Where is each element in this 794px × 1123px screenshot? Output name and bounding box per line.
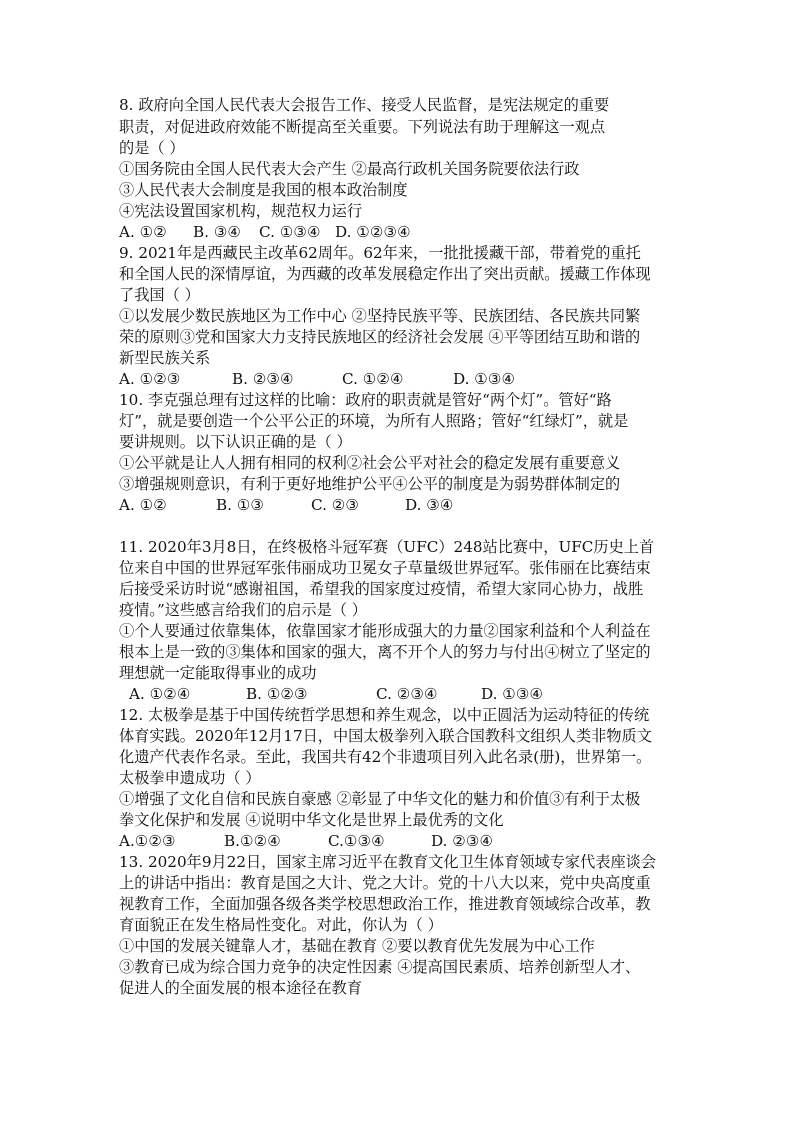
question-stem-line: 的是（ ） <box>119 139 185 157</box>
question-stem-line: 灯”，就是要创造一个公平公正的环境，为所有人照路；管好“红绿灯”，就是 <box>119 412 629 430</box>
option-a[interactable]: A. ①② <box>119 496 167 514</box>
option-c[interactable]: C.①③④ <box>328 832 385 850</box>
question-stem-line: 了我国（ ） <box>119 286 200 304</box>
statement-line: ①以发展少数民族地区为工作中心 ②坚持民族平等、民族团结、各民族共同繁 <box>119 307 641 325</box>
question-stem-line: 育面貌正在发生格局性变化。对此，你认为（ ） <box>119 916 443 934</box>
question-stem-line: 太极拳申遗成功（ ） <box>119 769 261 787</box>
option-a[interactable]: A. ①②④ <box>129 685 191 703</box>
question-stem-line: 9. 2021年是西藏民主改革62周年。62年来，一批批援藏干部，带着党的重托 <box>119 244 641 262</box>
question-stem-line: 13. 2020年9月22日，国家主席习近平在教育文化卫生体育领域专家代表座谈会 <box>119 853 657 871</box>
statement-line: 促进人的全面发展的根本途径在教育 <box>119 979 362 997</box>
statement-line: 荣的原则③党和国家大力支持民族地区的经济社会发展 ④平等团结互助和谐的 <box>119 328 641 346</box>
option-d[interactable]: D. ①②③④ <box>335 223 411 241</box>
option-a[interactable]: A. ①②③ <box>119 370 181 388</box>
option-c[interactable]: C. ①③④ <box>259 223 321 241</box>
question-stem-line: 体育实践。2020年12月17日，中国太极拳列入联合国教科文组织人类非物质文 <box>119 727 652 745</box>
question-stem-line: 职责，对促进政府效能不断提高至关重要。下列说法有助于理解这一观点 <box>119 118 605 136</box>
option-b[interactable]: B.①②④ <box>224 832 281 850</box>
question-stem-line: 疫情。”这些感言给我们的启示是（ ） <box>119 601 367 619</box>
option-b[interactable]: B. ③④ <box>193 223 242 241</box>
question-stem-line: 后接受采访时说“感谢祖国，希望我的国家度过疫情，希望大家同心协力，战胜 <box>119 580 644 598</box>
statement-line: 理想就一定能取得事业的成功 <box>119 664 317 682</box>
option-d[interactable]: D. ③④ <box>405 496 454 514</box>
question-stem-line: 11. 2020年3月8日，在终极格斗冠军赛（UFC）248站比赛中，UFC历史上首 <box>119 538 655 556</box>
statement-line: ①中国的发展关键靠人才，基础在教育 ②要以教育优先发展为中心工作 <box>119 937 595 955</box>
statement-line: 新型民族关系 <box>119 349 211 367</box>
option-d[interactable]: D. ①③④ <box>453 370 516 388</box>
question-stem-line: 视教育工作，全面加强各级各类学校思想政治工作，推进教育领域综合改革，教 <box>119 895 651 913</box>
option-c[interactable]: C. ②③ <box>311 496 359 514</box>
statement-line: ①个人要通过依靠集体，依靠国家才能形成强大的力量②国家利益和个人利益在 <box>119 622 651 640</box>
statement-line: 拳文化保护和发展 ④说明中华文化是世界上最优秀的文化 <box>119 811 504 829</box>
option-d[interactable]: D. ②③④ <box>431 832 494 850</box>
question-stem-line: 化遗产代表作名录。至此，我国共有42个非遗项目列入此名录(册)，世界第一。 <box>119 748 652 766</box>
option-b[interactable]: B. ①③ <box>216 496 265 514</box>
statement-line: ③增强规则意识，有利于更好地维护公平④公平的制度是为弱势群体制定的 <box>119 475 621 493</box>
question-stem-line: 12. 太极拳是基于中国传统哲学思想和养生观念，以中正圆活为运动特征的传统 <box>119 706 650 724</box>
statement-line: ①增强了文化自信和民族自豪感 ②彰显了中华文化的魅力和价值③有利于太极 <box>119 790 641 808</box>
statement-line: ③人民代表大会制度是我国的根本政治制度 <box>119 181 408 199</box>
question-stem-line: 上的讲话中指出：教育是国之大计、党之大计。党的十八大以来，党中央高度重 <box>119 874 651 892</box>
question-stem-line: 要讲规则。以下认识正确的是（ ） <box>119 433 352 451</box>
option-c[interactable]: C. ①②④ <box>342 370 404 388</box>
statement-line: 根本上是一致的③集体和国家的强大，离不开个人的努力与付出④树立了坚定的 <box>119 643 651 661</box>
statement-line: ①公平就是让人人拥有相同的权利②社会公平对社会的稳定发展有重要意义 <box>119 454 621 472</box>
option-b[interactable]: B. ②③④ <box>232 370 294 388</box>
statement-line: ③教育已成为综合国力竞争的决定性因素 ④提高国民素质、培养创新型人才、 <box>119 958 641 976</box>
option-b[interactable]: B. ①②③ <box>246 685 308 703</box>
option-c[interactable]: C. ②③④ <box>376 685 438 703</box>
option-a[interactable]: A. ①② <box>119 223 167 241</box>
option-d[interactable]: D. ①③④ <box>481 685 544 703</box>
question-stem-line: 和全国人民的深情厚谊，为西藏的改革发展稳定作出了突出贡献。援藏工作体现 <box>119 265 651 283</box>
option-a[interactable]: A.①②③ <box>119 832 176 850</box>
question-stem-line: 10. 李克强总理有过这样的比喻：政府的职责就是管好“两个灯”。管好“路 <box>119 391 612 409</box>
question-stem-line: 位来自中国的世界冠军张伟丽成功卫冕女子草量级世界冠军。张伟丽在比赛结束 <box>119 559 651 577</box>
statement-line: ④宪法设置国家机构，规范权力运行 <box>119 202 362 220</box>
statement-line: ①国务院由全国人民代表大会产生 ②最高行政机关国务院要依法行政 <box>119 160 580 178</box>
question-stem-line: 8. 政府向全国人民代表大会报告工作、接受人民监督，是宪法规定的重要 <box>119 96 610 114</box>
